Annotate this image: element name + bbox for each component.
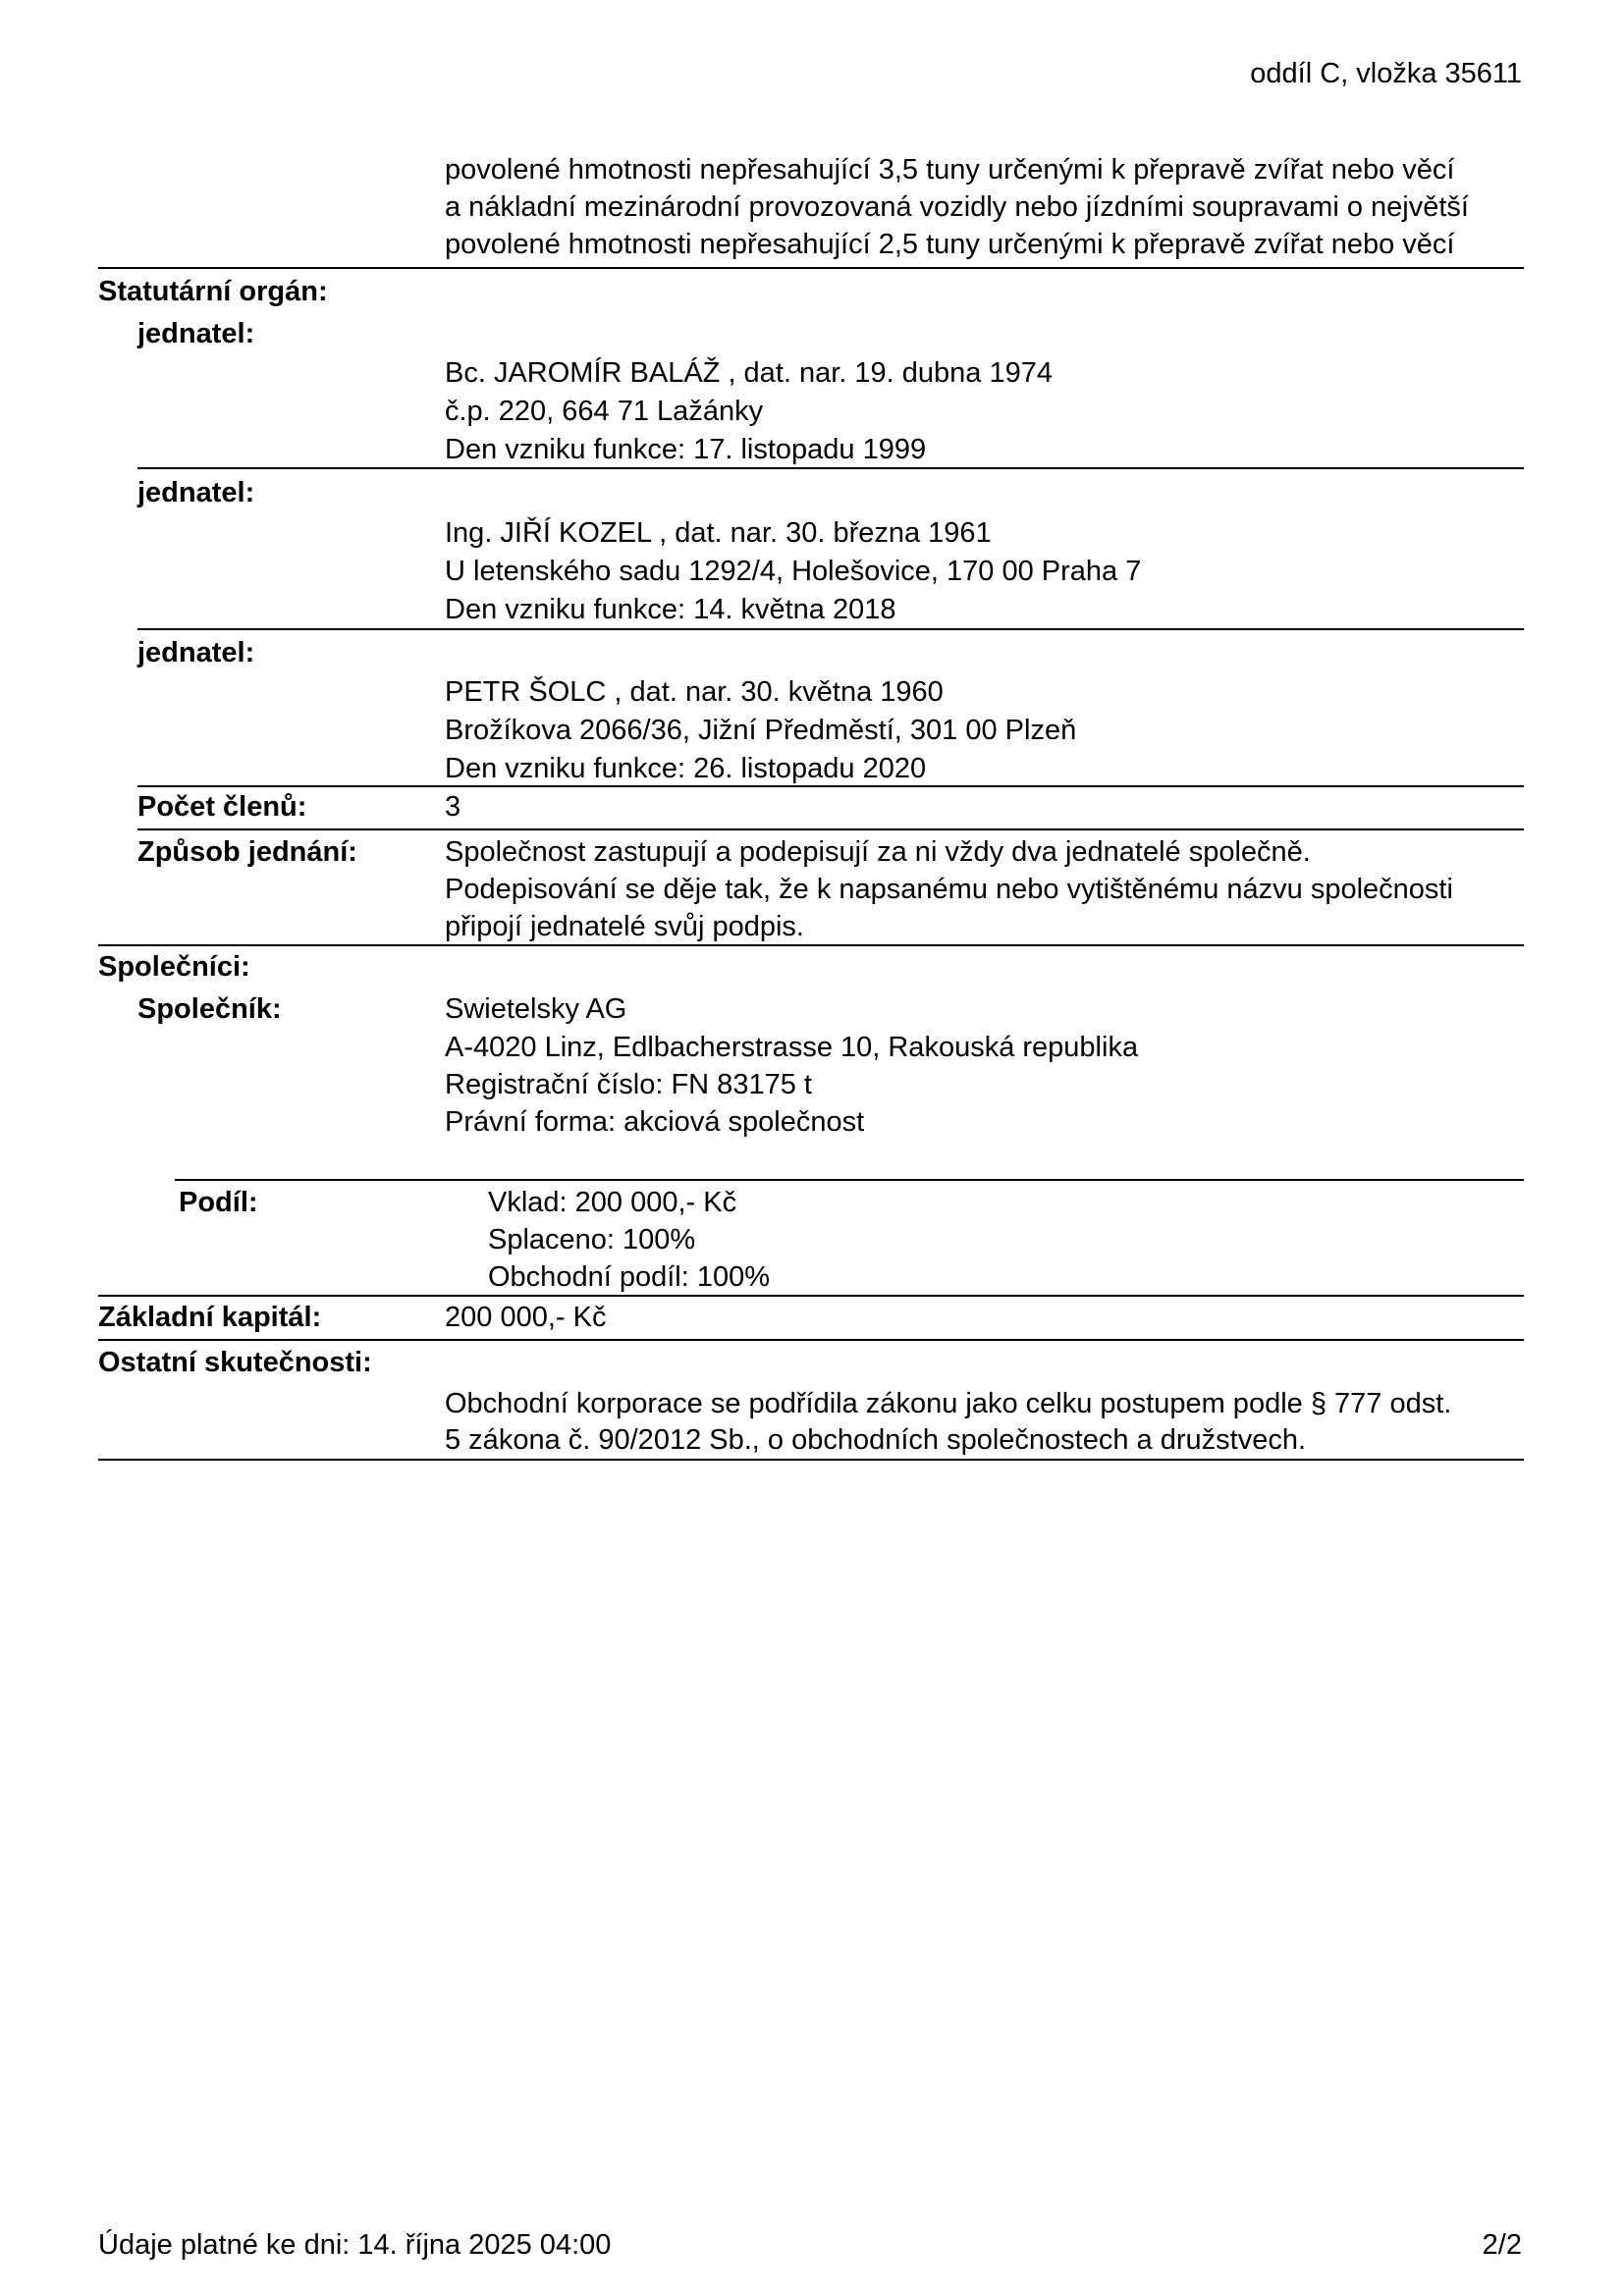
jednatel-3-address: Brožíkova 2066/36, Jižní Předměstí, 301 00 Plzeň: [445, 715, 1077, 746]
label-zpusob-jednani: Způsob jednání:: [137, 836, 357, 868]
register-reference: oddíl C, vložka 35611: [1250, 58, 1522, 89]
zpusob-jednani-line: připojí jednatelé svůj podpis.: [445, 911, 804, 942]
spolecnik-name: Swietelsky AG: [445, 993, 627, 1025]
role-label-jednatel-2: jednatel:: [137, 477, 255, 508]
podil-obchodni-podil: Obchodní podíl: 100%: [488, 1261, 770, 1293]
section-divider: [98, 1339, 1524, 1341]
footer-valid-as-of: Údaje platné ke dni: 14. října 2025 04:00: [98, 2229, 612, 2261]
entry-divider: [137, 628, 1524, 630]
role-label-jednatel-3: jednatel:: [137, 637, 255, 668]
section-label-statutarni-organ: Statutární orgán:: [98, 276, 328, 307]
ostatni-skutecnosti-line: Obchodní korporace se podřídila zákonu jako celku postupem podle § 777 odst.: [445, 1388, 1452, 1419]
entry-divider: [137, 467, 1524, 469]
label-pocet-clenu: Počet členů:: [137, 791, 307, 823]
spolecnik-legal-form: Právní forma: akciová společnost: [445, 1106, 865, 1138]
section-divider: [98, 1459, 1524, 1461]
jednatel-2-function-date: Den vzniku funkce: 14. května 2018: [445, 594, 896, 625]
spolecnik-address: A-4020 Linz, Edlbacherstrasse 10, Rakouská republika: [445, 1032, 1139, 1063]
footer-page-number: 2/2: [1482, 2229, 1522, 2261]
section-divider: [98, 267, 1524, 269]
section-divider: [98, 944, 1524, 946]
jednatel-3-name: PETR ŠOLC , dat. nar. 30. května 1960: [445, 676, 944, 708]
jednatel-3-function-date: Den vzniku funkce: 26. listopadu 2020: [445, 753, 927, 784]
jednatel-2-address: U letenského sadu 1292/4, Holešovice, 170 00 Praha 7: [445, 556, 1142, 587]
intro-paragraph-line: povolené hmotnosti nepřesahující 2,5 tuny určenými k přepravě zvířat nebo věcí: [445, 229, 1455, 260]
entry-divider: [137, 828, 1524, 830]
jednatel-1-name: Bc. JAROMÍR BALÁŽ , dat. nar. 19. dubna 1974: [445, 357, 1053, 389]
intro-paragraph-line: a nákladní mezinárodní provozovaná vozidly nebo jízdními soupravami o největší: [445, 191, 1469, 223]
section-divider: [98, 1295, 1524, 1297]
podil-splaceno: Splaceno: 100%: [488, 1224, 696, 1255]
label-podil: Podíl:: [179, 1187, 258, 1218]
value-pocet-clenu: 3: [445, 791, 461, 823]
ostatni-skutecnosti-line: 5 zákona č. 90/2012 Sb., o obchodních společnostech a družstvech.: [445, 1424, 1307, 1456]
entry-divider: [137, 785, 1524, 787]
zpusob-jednani-line: Společnost zastupují a podepisují za ni vždy dva jednatelé společně.: [445, 836, 1311, 868]
intro-paragraph-line: povolené hmotnosti nepřesahující 3,5 tuny určenými k přepravě zvířat nebo věcí: [445, 154, 1455, 186]
jednatel-1-function-date: Den vzniku funkce: 17. listopadu 1999: [445, 434, 927, 465]
spolecnik-registration-number: Registrační číslo: FN 83175 t: [445, 1069, 812, 1100]
podil-vklad: Vklad: 200 000,- Kč: [488, 1187, 737, 1218]
subentry-divider: [175, 1179, 1524, 1181]
section-label-ostatni-skutecnosti: Ostatní skutečnosti:: [98, 1347, 372, 1378]
value-zakladni-kapital: 200 000,- Kč: [445, 1302, 607, 1333]
role-label-jednatel-1: jednatel:: [137, 318, 255, 349]
label-zakladni-kapital: Základní kapitál:: [98, 1302, 322, 1333]
jednatel-2-name: Ing. JIŘÍ KOZEL , dat. nar. 30. března 1961: [445, 517, 992, 549]
section-label-spolecnici: Společníci:: [98, 951, 250, 983]
label-spolecnik: Společník:: [137, 993, 282, 1025]
jednatel-1-address: č.p. 220, 664 71 Lažánky: [445, 396, 764, 427]
zpusob-jednani-line: Podepisování se děje tak, že k napsanému nebo vytištěnému názvu společnosti: [445, 874, 1453, 905]
